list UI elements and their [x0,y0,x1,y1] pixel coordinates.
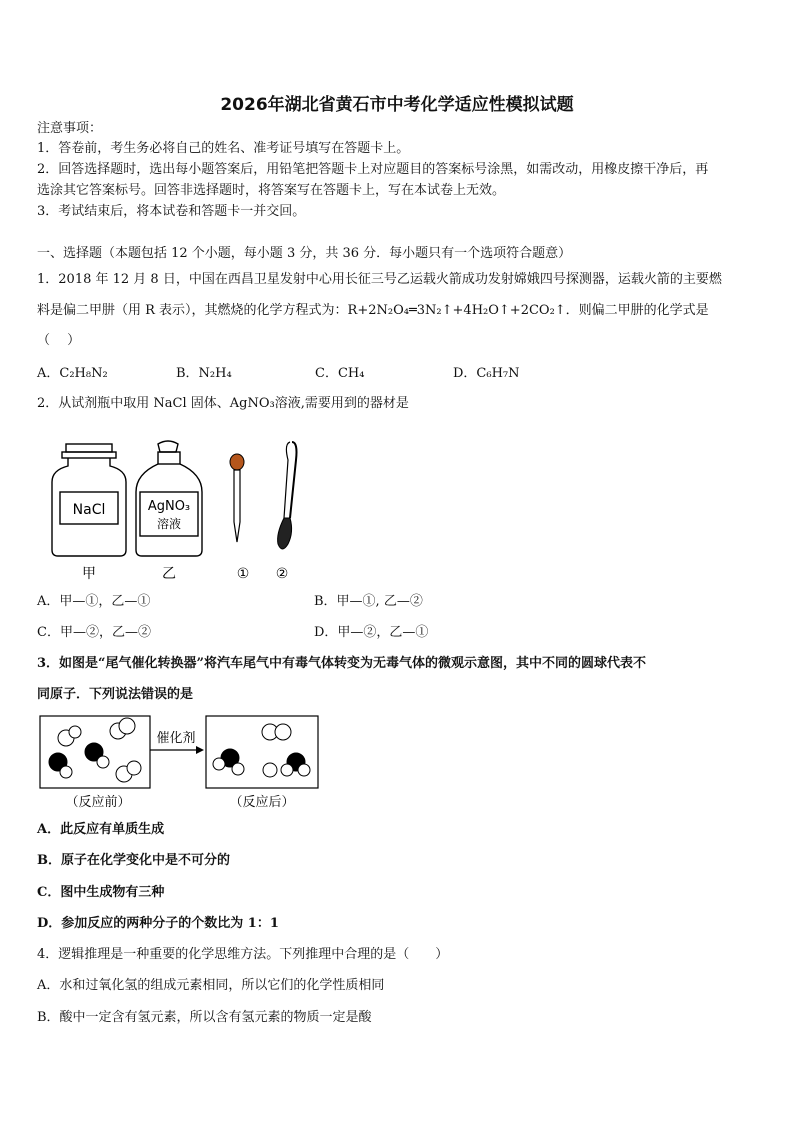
notes-heading: 注意事项： [37,121,103,136]
q3-option-d: D．参加反应的两种分子的个数比为 1：1 [37,916,279,931]
page-title: 2026年湖北省黄石市中考化学适应性模拟试题 [220,95,574,115]
caption-1: ① [236,566,250,582]
caption-2: ② [275,566,289,582]
q3-reaction-figure [38,714,328,814]
catalyst-label: 催化剂 [156,731,196,746]
nacl-bottle-label: NaCl [72,502,106,518]
section-heading: 一、选择题（本题包括 12 个小题，每小题 3 分，共 36 分．每小题只有一个选项符合题意） [37,246,572,261]
q2-option-a: A．甲—①，乙—① [37,594,151,609]
q3-option-a: A．此反应有单质生成 [37,822,165,837]
before-caption: （反应前） [65,795,131,810]
q2-option-c: C．甲—②，乙—② [37,625,151,640]
q2-option-b: B．甲—①, 乙—② [314,594,423,609]
q1-option-a: A．C₂H₈N₂ [37,366,108,381]
note-item: 1．答卷前，考生务必将自己的姓名、准考证号填写在答题卡上。 [37,141,410,156]
agno3-solution-label: 溶液 [156,517,182,531]
q1-answer-paren: （ ） [37,333,81,348]
q1-option-d: D．C₆H₇N [453,366,520,381]
q4-stem: 4．逻辑推理是一种重要的化学思维方法。下列推理中合理的是（ ） [37,947,449,962]
q4-option-a: A．水和过氧化氢的组成元素相同，所以它们的化学性质相同 [37,978,385,993]
q1-stem-line1: 1．2018 年 12 月 8 日，中国在西昌卫星发射中心用长征三号乙运载火箭成功发射嫦娥四号探测器，运载火箭的主要燃 [37,272,722,287]
q3-stem-line1: 3．如图是“尾气催化转换器”将汽车尾气中有毒气体转变为无毒气体的微观示意图，其中不同的圆球代表不 [37,656,647,671]
q3-option-b: B．原子在化学变化中是不可分的 [37,853,230,868]
after-caption: （反应后） [229,795,295,810]
note-item: 选涂其它答案标号。回答非选择题时，将答案写在答题卡上，写在本试卷上无效。 [37,183,506,198]
q3-option-c: C．图中生成物有三种 [37,885,165,900]
q1-stem-line2: 料是偏二甲肼（用 R 表示），其燃烧的化学方程式为：R+2N₂O₄═3N₂↑+4H₂O↑+2CO₂↑．则偏二甲肼的化学式是 [37,303,709,318]
agno3-bottle-label: AgNO₃ [147,499,191,514]
note-item: 2．回答选择题时，选出每小题答案后，用铅笔把答题卡上对应题目的答案标号涂黑，如需改动，用橡皮擦干净后，再 [37,162,709,177]
note-item: 3．考试结束后，将本试卷和答题卡一并交回。 [37,204,306,219]
q2-stem: 2．从试剂瓶中取用 NaCl 固体、AgNO₃溶液,需要用到的器材是 [37,396,409,411]
q1-option-c: C．CH₄ [315,366,365,381]
q2-apparatus-figure [40,430,320,585]
q1-option-b: B．N₂H₄ [176,366,232,381]
caption-yi: 乙 [162,566,176,582]
q4-option-b: B．酸中一定含有氢元素，所以含有氢元素的物质一定是酸 [37,1010,372,1025]
caption-jia: 甲 [82,566,96,582]
q2-option-d: D．甲—②，乙—① [314,625,429,640]
q3-stem-line2: 同原子．下列说法错误的是 [37,687,194,702]
